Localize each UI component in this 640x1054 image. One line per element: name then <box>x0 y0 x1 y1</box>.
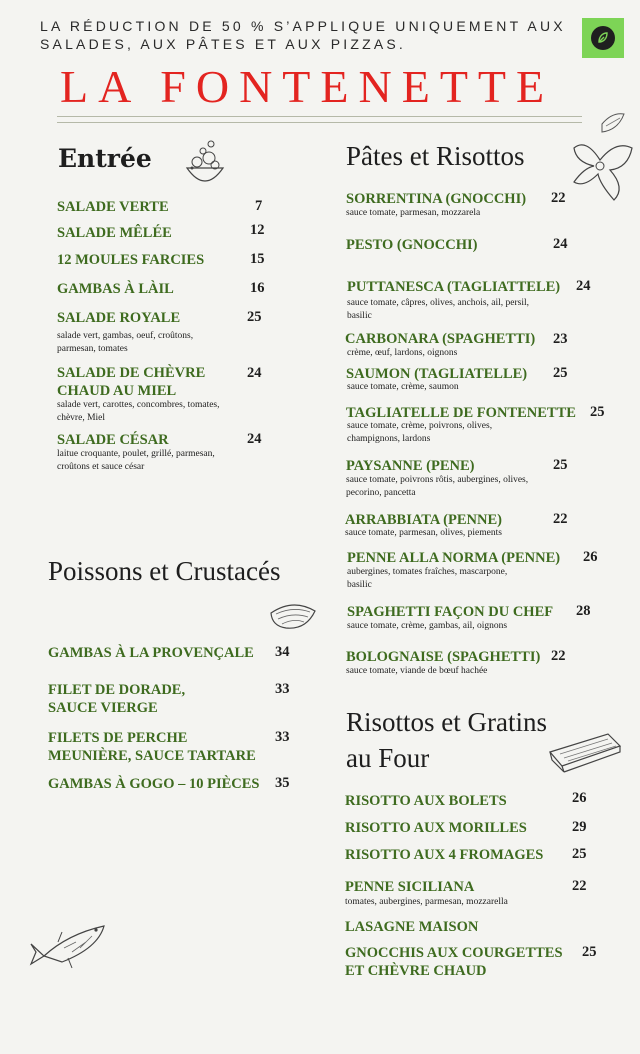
menu-item-description <box>347 420 492 446</box>
menu-item-price: 26 <box>583 549 598 565</box>
menu-item-name <box>48 729 256 765</box>
menu-item-description <box>57 399 220 425</box>
discount-notice-line: LA RÉDUCTION DE 50 % S’APPLIQUE UNIQUEMENT AUX <box>40 18 566 34</box>
name-line: SALADE DE CHÈVRE <box>57 365 206 381</box>
section-title-risottos <box>346 704 547 776</box>
menu-item-description <box>57 330 193 356</box>
oyster-icon <box>268 598 318 632</box>
menu-item-price: 25 <box>553 365 568 381</box>
menu-item-price: 25 <box>572 846 587 862</box>
menu-item-price: 22 <box>551 190 566 206</box>
description-line: champignons, lardons <box>347 434 431 444</box>
menu-item-name: SPAGHETTI FAÇON DU CHEF <box>347 604 554 620</box>
menu-item-description: sauce tomate, parmesan, mozzarela <box>346 208 481 218</box>
menu-item-name: RISOTTO AUX 4 FROMAGES <box>345 847 544 863</box>
menu-item-price: 25 <box>590 404 605 420</box>
menu-item-name <box>48 681 185 717</box>
menu-item-price: 24 <box>553 236 568 252</box>
description-line: basilic <box>347 311 372 321</box>
section-title-pates: Pâtes et Risottos <box>346 141 525 171</box>
menu-item-name: ARRABBIATA (PENNE) <box>345 512 502 528</box>
description-line: parmesan, tomates <box>57 344 128 354</box>
menu-item-price: 29 <box>572 819 587 835</box>
menu-item-name: GAMBAS À GOGO – 10 PIÈCES <box>48 776 260 792</box>
menu-item-description <box>346 474 528 500</box>
menu-item-name: SALADE ROYALE <box>57 310 181 326</box>
description-line: sauce tomate, câpres, olives, anchois, ail, persil, <box>347 298 530 308</box>
description-line: croûtons et sauce césar <box>57 462 145 472</box>
description-line: pecorino, pancetta <box>346 488 416 498</box>
menu-item-price: 25 <box>582 944 597 960</box>
discount-notice <box>40 17 580 53</box>
menu-item-name: 12 MOULES FARCIES <box>57 252 205 268</box>
menu-item-name: PENNE SICILIANA <box>345 879 475 895</box>
menu-item-price: 16 <box>250 280 265 296</box>
description-line: salade vert, carottes, concombres, tomates, <box>57 400 220 410</box>
menu-item-price: 22 <box>553 511 568 527</box>
menu-item-price: 7 <box>255 198 263 214</box>
menu-item-name: PENNE ALLA NORMA (PENNE) <box>347 550 561 566</box>
menu-item-name: CARBONARA (SPAGHETTI) <box>345 331 536 347</box>
menu-item-name: LASAGNE MAISON <box>345 919 479 935</box>
description-line: sauce tomate, poivrons rôtis, aubergines, olives, <box>346 475 529 485</box>
menu-item-description: sauce tomate, crème, saumon <box>347 382 459 392</box>
description-line: aubergines, tomates fraîches, mascarpone, <box>347 567 508 577</box>
fish-icon <box>28 918 110 972</box>
menu-item-name: TAGLIATELLE DE FONTENETTE <box>346 405 576 421</box>
section-title-entree: Entrée <box>58 144 152 173</box>
menu-item-description: sauce tomate, crème, gambas, ail, oignons <box>347 621 508 631</box>
menu-item-price: 26 <box>572 790 587 806</box>
section-title-poissons: Poissons et Crustacés <box>48 556 281 586</box>
menu-item-name: SALADE MÊLÉE <box>57 225 172 241</box>
description-line: chèvre, Miel <box>57 413 106 423</box>
title-line: Risottos et Gratins <box>346 707 547 737</box>
salad-bowl-icon <box>183 138 227 192</box>
menu-item-price: 33 <box>275 681 290 697</box>
menu-item-name: BOLOGNAISE (SPAGHETTI) <box>346 649 541 665</box>
baking-dish-icon <box>546 730 624 776</box>
discount-notice-line: SALADES, AUX PÂTES ET AUX PIZZAS. <box>40 36 406 52</box>
name-line: GNOCCHIS AUX COURGETTES <box>345 945 563 961</box>
title-line: au Four <box>346 743 430 773</box>
menu-item-price: 24 <box>576 278 591 294</box>
description-line: sauce tomate, crème, poivrons, olives, <box>347 421 493 431</box>
menu-item-price: 15 <box>250 251 265 267</box>
restaurant-title: LA FONTENETTE <box>60 61 555 112</box>
menu-item-name: SORRENTINA (GNOCCHI) <box>346 191 527 207</box>
menu-item-description: tomates, aubergines, parmesan, mozzarella <box>345 897 508 907</box>
menu-item-name: GAMBAS À LA PROVENÇALE <box>48 645 254 661</box>
menu-item-name <box>57 364 205 400</box>
name-line: ET CHÈVRE CHAUD <box>345 963 487 979</box>
menu-item-price: 35 <box>275 775 290 791</box>
menu-item-price: 25 <box>553 457 568 473</box>
divider <box>57 116 582 117</box>
name-line: MEUNIÈRE, SAUCE TARTARE <box>48 748 256 764</box>
leaf-logo-icon <box>582 18 624 58</box>
menu-item-price: 24 <box>247 365 262 381</box>
menu-item-price: 22 <box>551 648 566 664</box>
menu-item-price: 23 <box>553 331 568 347</box>
menu-item-description <box>57 448 215 474</box>
pasta-bow-icon <box>570 134 638 204</box>
menu-item-name: PESTO (GNOCCHI) <box>346 237 478 253</box>
menu-item-price: 24 <box>247 431 262 447</box>
menu-item-description <box>347 566 507 592</box>
menu-item-name: SALADE CÉSAR <box>57 432 169 448</box>
menu-item-name: SAUMON (TAGLIATELLE) <box>346 366 528 382</box>
name-line: SAUCE VIERGE <box>48 700 158 716</box>
menu-item-description: sauce tomate, viande de bœuf hachée <box>346 666 488 676</box>
menu-item-name: PUTTANESCA (TAGLIATTELE) <box>347 279 561 295</box>
menu-item-price: 34 <box>275 644 290 660</box>
menu-item-description: crème, œuf, lardons, oignons <box>347 348 458 358</box>
menu-item-description <box>347 297 529 323</box>
pasta-bow-icon <box>598 110 628 136</box>
menu-item-name: RISOTTO AUX BOLETS <box>345 793 507 809</box>
description-line: basilic <box>347 580 372 590</box>
menu-item-name: GAMBAS À LÀIL <box>57 281 174 297</box>
menu-item-price: 12 <box>250 222 265 238</box>
name-line: FILETS DE PERCHE <box>48 730 188 746</box>
menu-item-name: RISOTTO AUX MORILLES <box>345 820 527 836</box>
name-line: FILET DE DORADE, <box>48 682 186 698</box>
menu-item-price: 25 <box>247 309 262 325</box>
menu-item-price: 22 <box>572 878 587 894</box>
menu-item-description: sauce tomate, parmesan, olives, piements <box>345 528 502 538</box>
menu-item-name: PAYSANNE (PENE) <box>346 458 475 474</box>
menu-item-price: 33 <box>275 729 290 745</box>
menu-item-name: SALADE VERTE <box>57 199 169 215</box>
description-line: salade vert, gambas, oeuf, croûtons, <box>57 331 194 341</box>
menu-item-name <box>345 944 563 980</box>
name-line: CHAUD AU MIEL <box>57 383 177 399</box>
divider <box>57 122 582 123</box>
menu-item-price: 28 <box>576 603 591 619</box>
description-line: laitue croquante, poulet, grillé, parmesan, <box>57 449 215 459</box>
